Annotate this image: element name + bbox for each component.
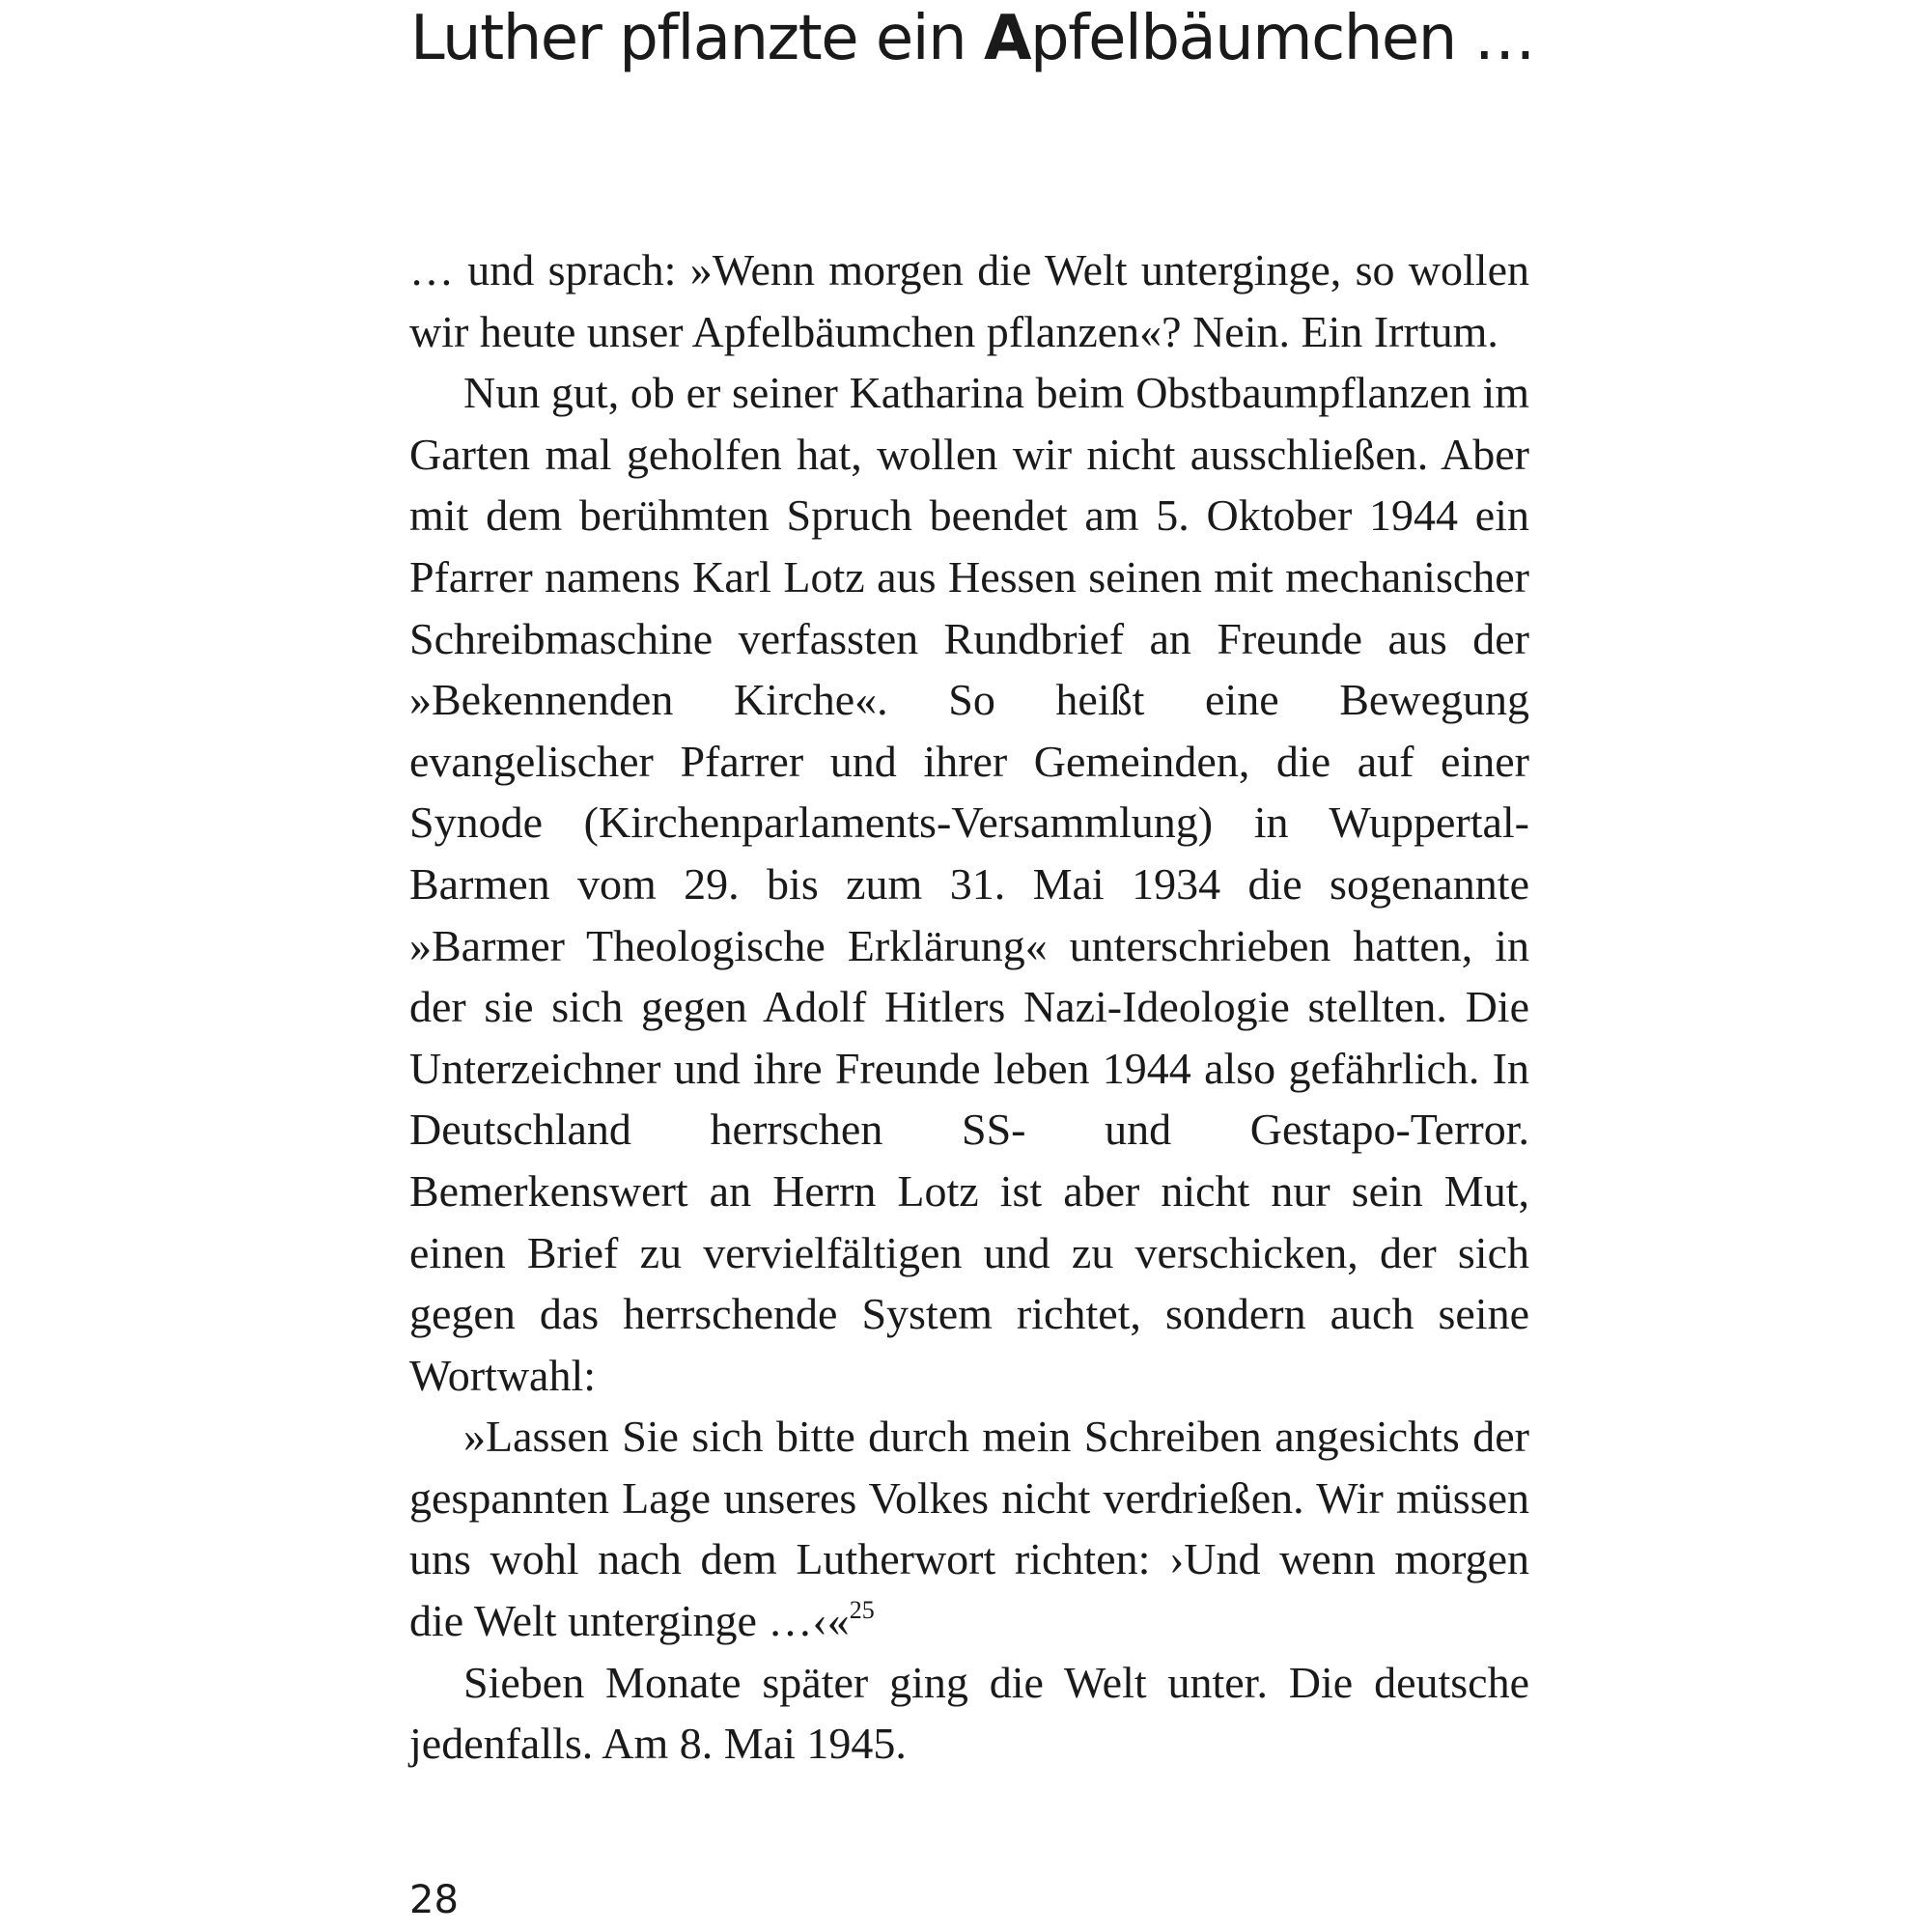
quote-text: »Lassen Sie sich bitte durch mein Schreiben angesichts der gespannten Lage unseres Volkes nicht verdrießen. Wir müssen uns wohl nach dem Lutherwort richten: ›Und wenn morgen die Welt unterginge …‹« (409, 1412, 1529, 1646)
paragraph-4: Sieben Monate später ging die Welt unter. Die deutsche jedenfalls. Am 8. Mai 1945. (409, 1657, 1529, 1769)
page-number: 28 (409, 1878, 459, 1922)
chapter-title-part-1: Luther pflanzte ein (410, 3, 984, 74)
paragraph-2: Nun gut, ob er seiner Katharina beim Obstbaumpflanzen im Garten mal geholfen hat, wollen wir nicht ausschließen. Aber mit dem berühmten Spruch beendet am 5. Oktober 1944 ein Pfarrer namens Karl Lotz aus Hessen seinen mit mechanischer Schreibmaschine verfassten Rundbrief an Freunde aus der »Bekennenden Kirche«. So heißt eine Bewegung evangelischer Pfarrer und ihrer Gemeinden, die auf einer Synode (Kirchenparlaments-Versammlung) in Wuppertal-Barmen vom 29. bis zum 31. Mai 1934 die sogenannte »Barmer Theologische Erklärung« unterschrieben hatten, in der sie sich gegen Adolf Hitlers Nazi-Ideologie stellten. Die Unterzeichner und ihre Freunde leben 1944 also gefährlich. In Deutschland herrschen SS- und Gestapo-Terror. Bemerkenswert an Herrn Lotz ist aber nicht nur sein Mut, einen Brief zu vervielfältigen und zu verschicken, der sich gegen das herrschende System richtet, sondern auch seine Wortwahl: (409, 368, 1529, 1400)
footnote-reference[interactable]: 25 (849, 1596, 875, 1625)
chapter-title (410, 2, 1534, 75)
paragraph-1: … und sprach: »Wenn morgen die Welt unterginge, so wollen wir heute unser Apfelbäumchen pflanzen«? Nein. Ein Irrtum. (409, 245, 1529, 356)
chapter-title-part-2: pfelbäumchen … (1030, 3, 1535, 74)
paragraph-3-quote (409, 1406, 1529, 1651)
body-text (409, 239, 1529, 1775)
chapter-title-bold-initial: A (983, 3, 1030, 74)
